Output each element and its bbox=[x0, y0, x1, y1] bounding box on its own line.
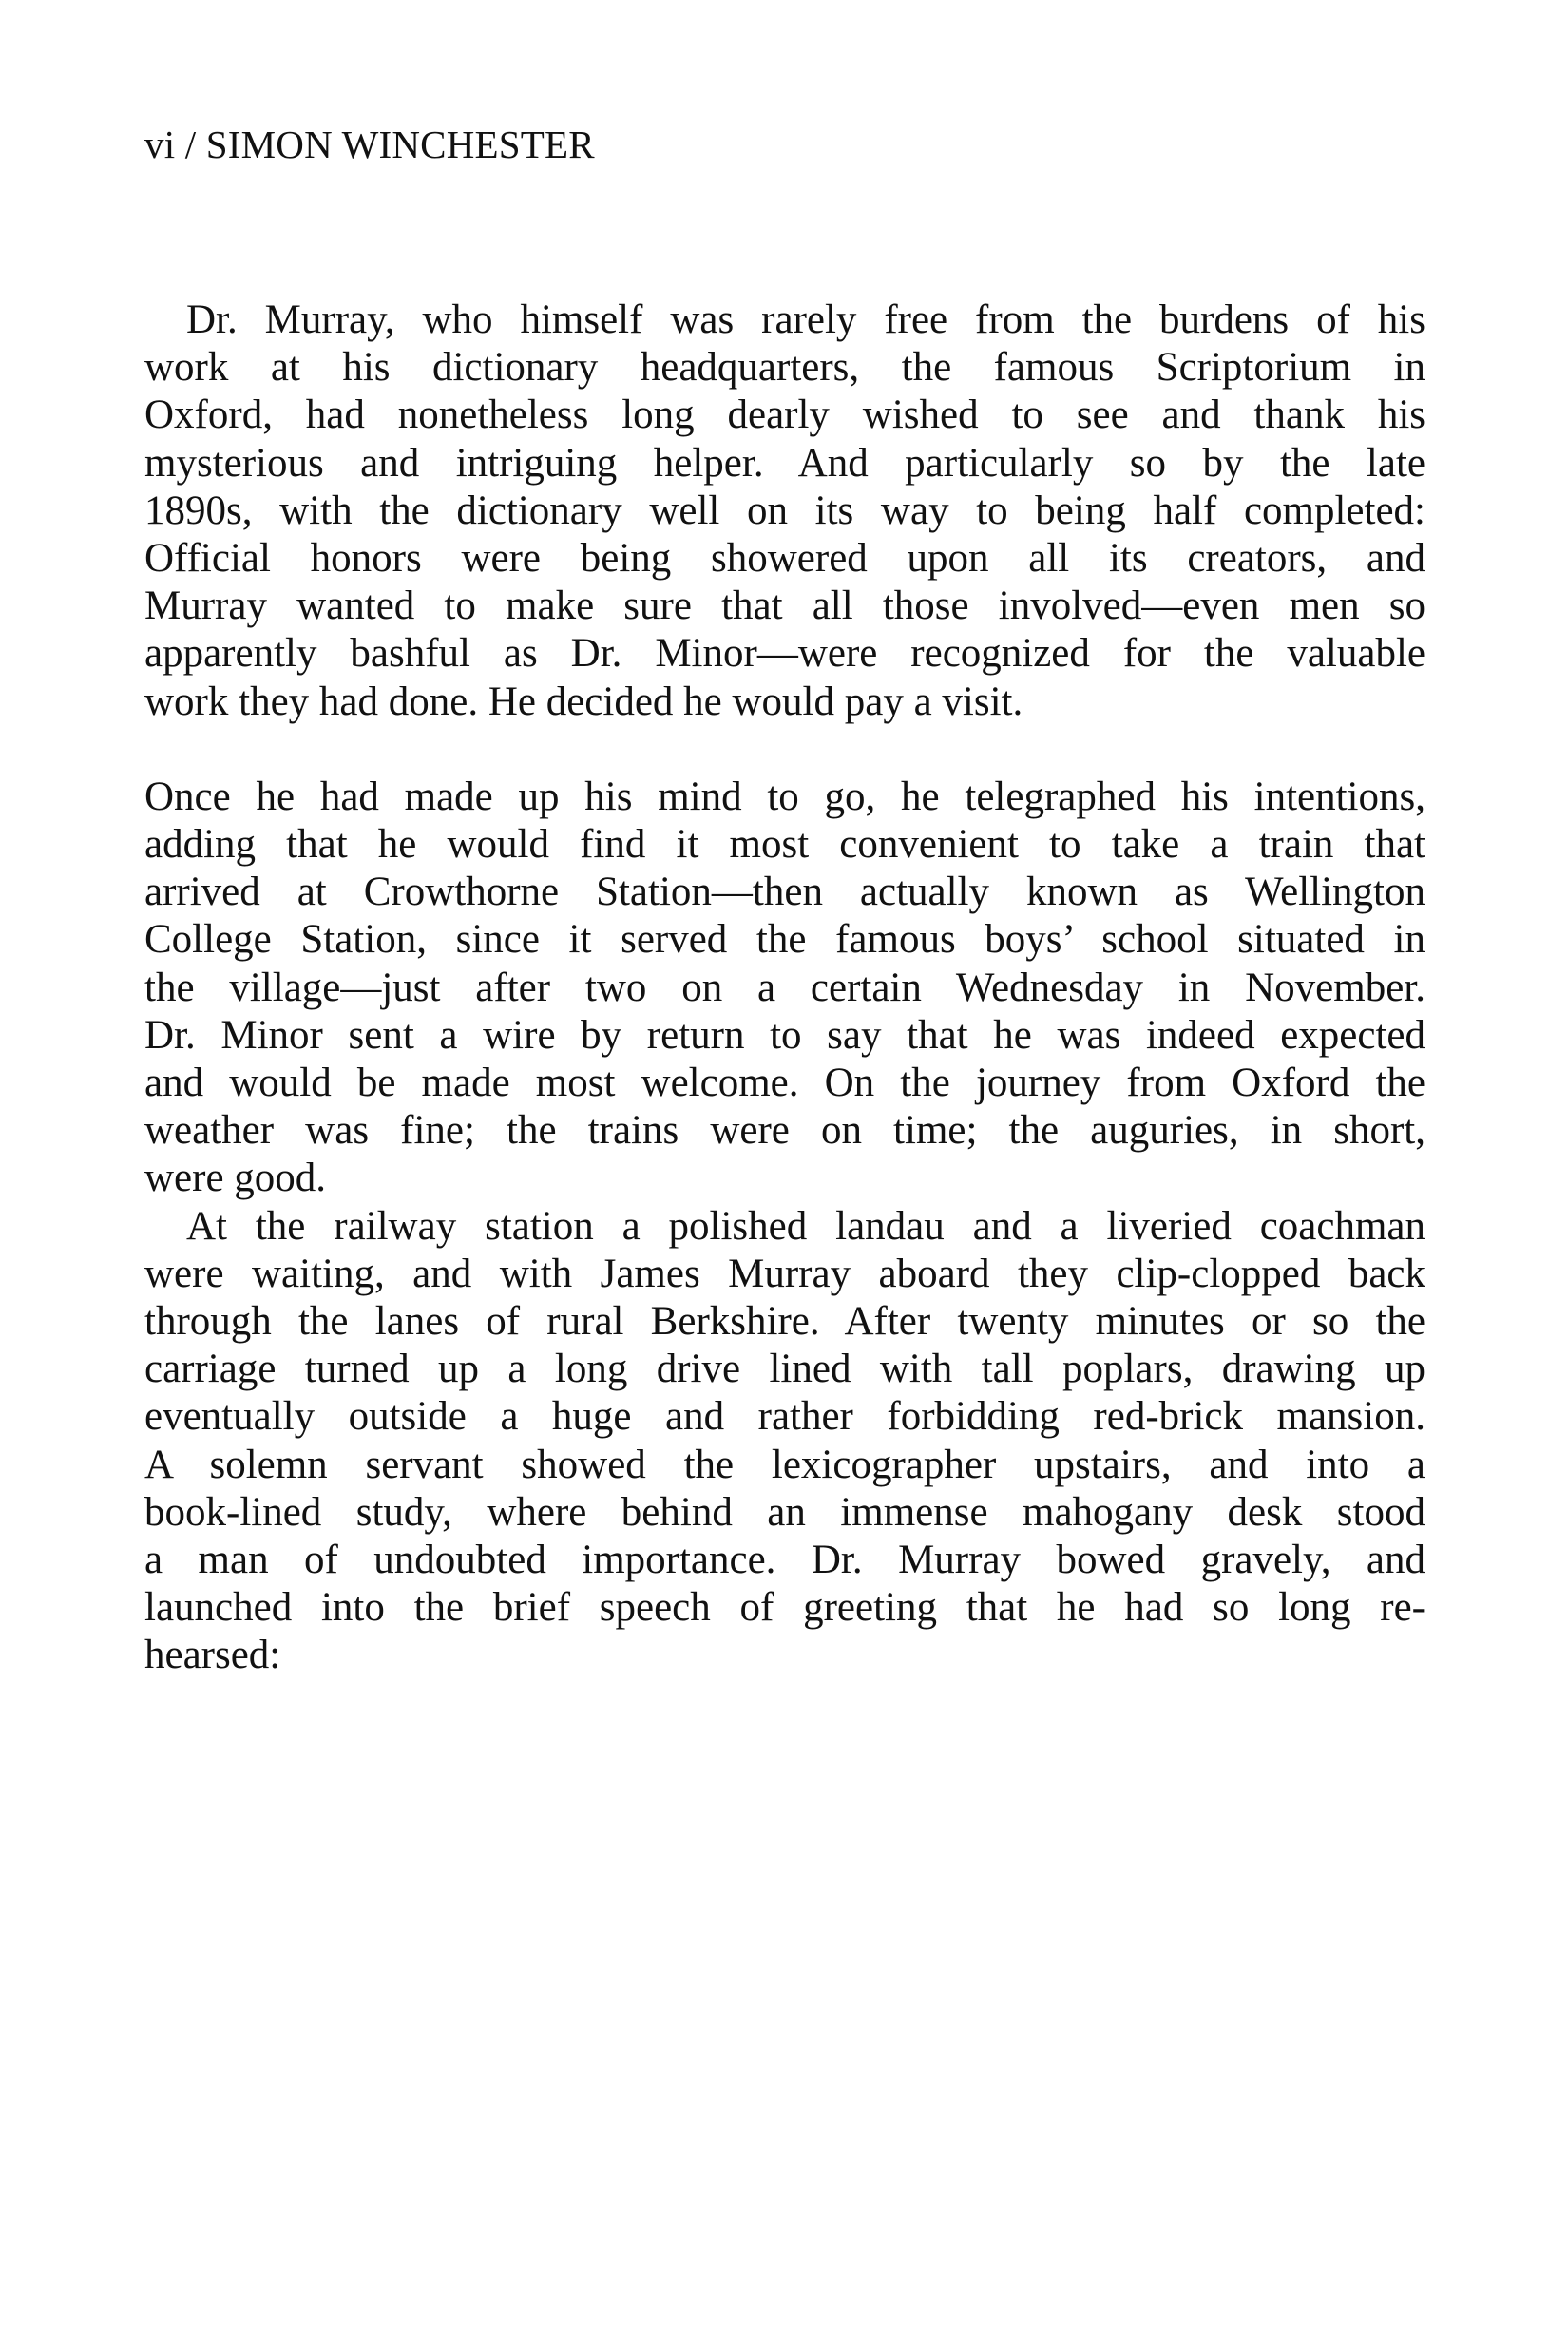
paragraph-1 bbox=[144, 296, 1425, 726]
text-line: apparently bashful as Dr. Minor—were recognized for the valuable bbox=[144, 631, 1425, 677]
text-line: carriage turned up a long drive lined with tall poplars, drawing up bbox=[144, 1347, 1425, 1392]
text-line: book-lined study, where behind an immense mahogany desk stood bbox=[144, 1489, 1425, 1535]
text-line: a man of undoubted importance. Dr. Murray bowed gravely, and bbox=[144, 1538, 1425, 1583]
paragraph-2 bbox=[144, 774, 1425, 1203]
text-line: work they had done. He decided he would pay a visit. bbox=[144, 679, 1023, 724]
text-line: Murray wanted to make sure that all those involved—even men so bbox=[144, 583, 1425, 629]
text-line: Official honors were being showered upon all its creators, and bbox=[144, 536, 1425, 582]
text-line: and would be made most welcome. On the journey from Oxford the bbox=[144, 1061, 1425, 1106]
section-break bbox=[144, 726, 1425, 774]
text-line: through the lanes of rural Berkshire. After twenty minutes or so the bbox=[144, 1299, 1425, 1345]
text-line: At the railway station a polished landau and a liveried coachman bbox=[186, 1203, 1425, 1249]
body-text bbox=[144, 296, 1425, 1680]
text-line: were waiting, and with James Murray aboard they clip-clopped back bbox=[144, 1251, 1425, 1296]
text-line: Dr. Murray, who himself was rarely free from the burdens of his bbox=[186, 297, 1425, 342]
text-line: launched into the brief speech of greeting that he had so long re- bbox=[144, 1585, 1425, 1631]
text-line: A solemn servant showed the lexicographer upstairs, and into a bbox=[144, 1442, 1425, 1487]
text-line: weather was fine; the trains were on time; the auguries, in short, bbox=[144, 1108, 1425, 1154]
text-line: adding that he would find it most convenient to take a train that bbox=[144, 822, 1425, 868]
paragraph-3 bbox=[144, 1203, 1425, 1680]
text-line: 1890s, with the dictionary well on its way to being half completed: bbox=[144, 488, 1425, 533]
text-line: eventually outside a huge and rather forbidding red-brick mansion. bbox=[144, 1394, 1425, 1440]
text-line: College Station, since it served the famous boys’ school situated in bbox=[144, 917, 1425, 963]
text-line: hearsed: bbox=[144, 1633, 281, 1678]
text-line: the village—just after two on a certain Wednesday in November. bbox=[144, 965, 1425, 1010]
text-line: arrived at Crowthorne Station—then actually known as Wellington bbox=[144, 870, 1425, 915]
text-line: Oxford, had nonetheless long dearly wished to see and thank his bbox=[144, 392, 1425, 438]
text-line: mysterious and intriguing helper. And particularly so by the late bbox=[144, 440, 1425, 486]
text-line: work at his dictionary headquarters, the famous Scriptorium in bbox=[144, 345, 1425, 391]
text-line: Dr. Minor sent a wire by return to say that he was indeed expected bbox=[144, 1012, 1425, 1058]
text-line: were good. bbox=[144, 1156, 327, 1201]
text-line: Once he had made up his mind to go, he telegraphed his intentions, bbox=[144, 774, 1425, 819]
running-head: vi / SIMON WINCHESTER bbox=[144, 123, 595, 166]
